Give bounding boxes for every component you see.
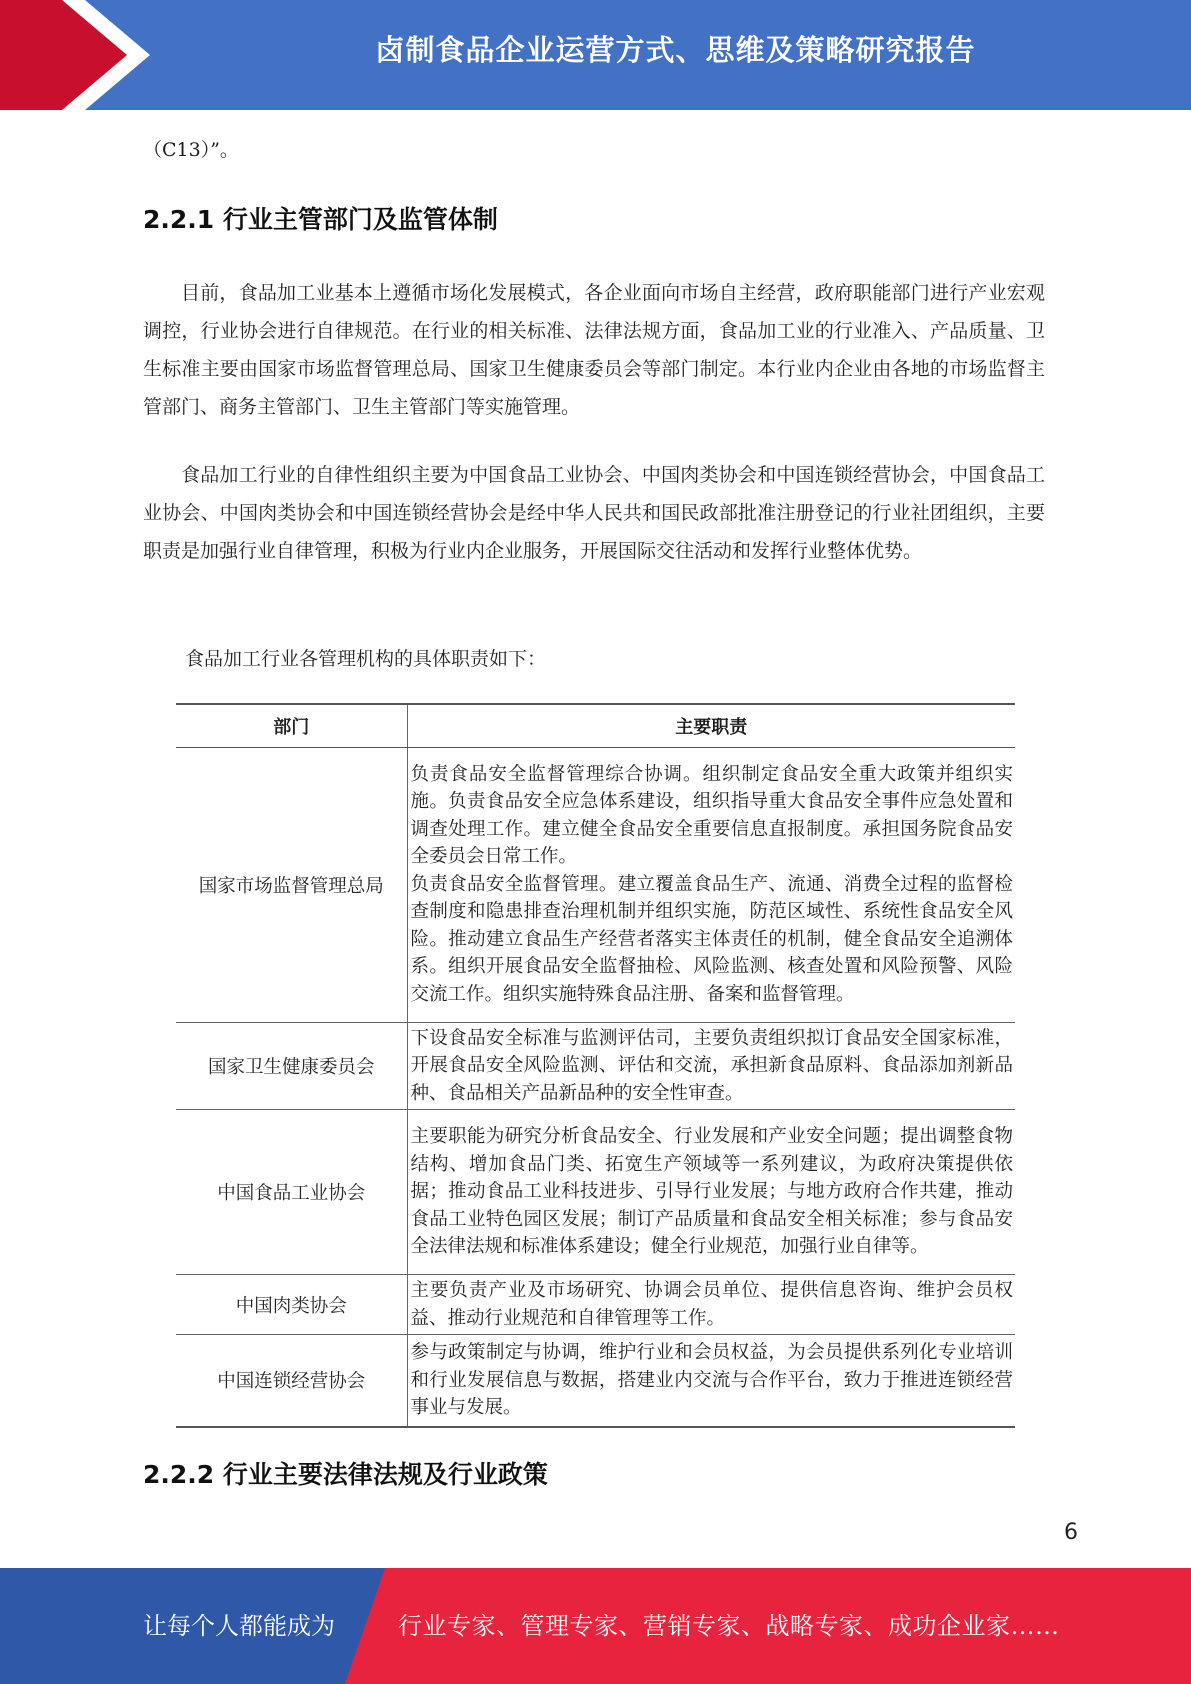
report-footer xyxy=(0,1568,1191,1684)
dept-cell: 中国连锁经营协会 xyxy=(176,1335,407,1427)
header-dept: 部门 xyxy=(176,704,407,747)
header-arrow-decoration xyxy=(0,0,150,110)
table-header-row xyxy=(176,704,1015,747)
dept-cell: 中国食品工业协会 xyxy=(176,1110,407,1275)
page-number: 6 xyxy=(1064,1520,1078,1545)
paragraph-regulatory-system: 目前，食品加工业基本上遵循市场化发展模式，各企业面向市场自主经营，政府职能部门进行产业宏观调控，行业协会进行自律规范。在行业的相关标准、法律法规方面，食品加工业的行业准入、产品质量、卫生标准主要由国家市场监督管理总局、国家卫生健康委员会等部门制定。本行业内企业由各地的市场监督主管部门、商务主管部门、卫生主管部门等实施管理。 xyxy=(143,282,1045,418)
duty-cell: 参与政策制定与协调，维护行业和会员权益，为会员提供系列化专业培训和行业发展信息与数据，搭建业内交流与合作平台，致力于推进连锁经营事业与发展。 xyxy=(407,1335,1015,1427)
duty-cell: 负责食品安全监督管理综合协调。组织制定食品安全重大政策并组织实施。负责食品安全应急体系建设，组织指导重大食品安全事件应急处置和调查处理工作。建立健全食品安全重要信息直报制度。承担国务院食品安全委员会日常工作。 负责食品安全监督管理。建立覆盖食品生产、流通、消费全过程的监督检查制度和隐患排查治理机制并组织实施，防范区域性、系统性食品安全风险。推动建立食品生产经营者落实主体责任的机制，健全食品安全追溯体系。组织开展食品安全监督抽检、风险监测、核查处置和风险预警、风险交流工作。组织实施特殊食品注册、备案和监督管理。 xyxy=(407,747,1015,1022)
paragraph-self-regulatory-orgs: 食品加工行业的自律性组织主要为中国食品工业协会、中国肉类协会和中国连锁经营协会，中国食品工业协会、中国肉类协会和中国连锁经营协会是经中华人民共和国民政部批准注册登记的行业社团组织，主要职责是加强行业自律管理，积极为行业内企业服务，开展国际交往活动和发挥行业整体优势。 xyxy=(143,464,1045,562)
table-row xyxy=(176,1110,1015,1275)
table-row xyxy=(176,747,1015,1022)
table-row xyxy=(176,1022,1015,1110)
duty-cell: 主要职能为研究分析食品安全、行业发展和产业安全问题；提出调整食物结构、增加食品门类、拓宽生产领域等一系列建议，为政府决策提供依据；推动食品工业科技进步、引导行业发展；与地方政府合作共建，推动食品工业特色园区发展；制订产品质量和食品安全相关标准；参与食品安全法律法规和标准体系建设；健全行业规范，加强行业自律等。 xyxy=(407,1110,1015,1275)
report-title: 卤制食品企业运营方式、思维及策略研究报告 xyxy=(375,33,976,67)
dept-cell: 中国肉类协会 xyxy=(176,1275,407,1335)
duty-cell: 下设食品安全标准与监测评估司，主要负责组织拟订食品安全国家标准，开展食品安全风险监测、评估和交流，承担新食品原料、食品添加剂新品种、食品相关产品新品种的安全性审查。 xyxy=(407,1022,1015,1110)
continuation-text: （C13）”。 xyxy=(143,139,239,161)
page-content xyxy=(143,130,1045,170)
duties-table xyxy=(176,703,1015,1428)
dept-cell: 国家卫生健康委员会 xyxy=(176,1022,407,1110)
duty-cell: 主要负责产业及市场研究、协调会员单位、提供信息咨询、维护会员权益、推动行业规范和自律管理等工作。 xyxy=(407,1275,1015,1335)
footer-slogan-right: 行业专家、管理专家、营销专家、战略专家、成功企业家…… xyxy=(398,1612,1060,1640)
footer-slogan-left: 让每个人都能成为 xyxy=(143,1612,335,1640)
table-intro: 食品加工行业各管理机构的具体职责如下： xyxy=(185,648,547,670)
dept-cell: 国家市场监督管理总局 xyxy=(176,747,407,1022)
section-heading-2-2-1: 2.2.1 行业主管部门及监管体制 xyxy=(143,205,498,234)
section-heading-2-2-2: 2.2.2 行业主要法律法规及行业政策 xyxy=(143,1460,548,1489)
report-header xyxy=(0,0,1191,110)
table-row xyxy=(176,1275,1015,1335)
table-row xyxy=(176,1335,1015,1427)
header-duty: 主要职责 xyxy=(407,704,1015,747)
